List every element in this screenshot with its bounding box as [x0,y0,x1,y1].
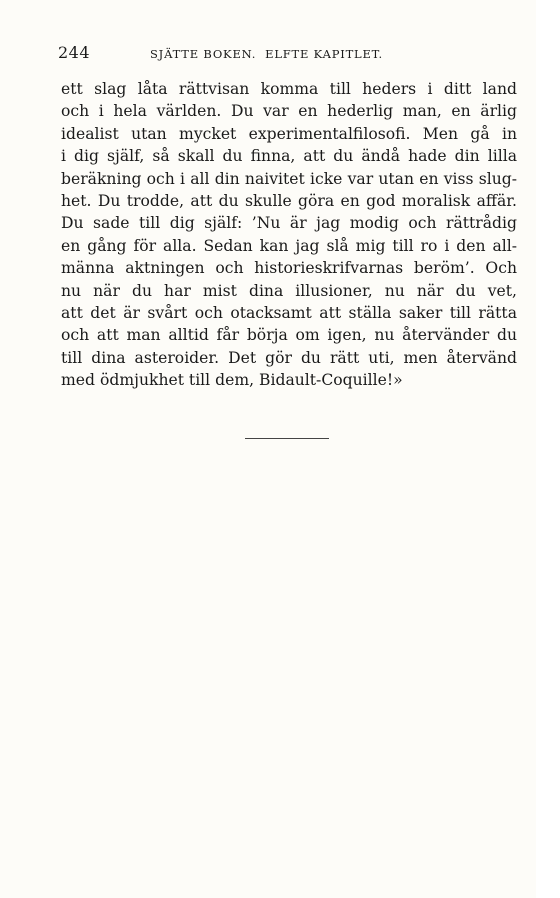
text-line-last: med ödmjukhet till dem, Bidault-Coquille!» [61,371,403,390]
text-line: ett slag låta rättvisan komma till heders i ditt land [61,80,517,98]
text-line: och i hela världen. Du var en hederlig man, en ärlig [61,102,517,121]
text-line: männa aktningen och historieskrifvarnas beröm’. Och [61,259,517,278]
page-margin [536,0,560,898]
text-line: att det är svårt och otacksamt att ställa saker till rätta [61,303,517,322]
text-line: idealist utan mycket experimentalfilosofi. Men gå in [61,124,517,143]
text-line: nu när du har mist dina illusioner, nu när du vet, [61,281,517,300]
running-head: SJÄTTE BOKEN. ELFTE KAPITLET. [150,47,383,61]
text-line: het. Du trodde, att du skulle göra en god moralisk affär. [61,191,517,210]
body-text [61,78,517,391]
section-end-rule [245,438,329,439]
page-header [58,43,518,67]
text-line: beräkning och i all din naivitet icke var utan en viss slug- [61,169,517,188]
text-line: en gång för alla. Sedan kan jag slå mig till ro i den all- [61,236,517,255]
text-line: i dig själf, så skall du finna, att du ändå hade din lilla [61,147,517,166]
text-line: till dina asteroider. Det gör du rätt uti, men återvänd [61,348,517,367]
text-line: Du sade till dig själf: ’Nu är jag modig och rättrådig [61,214,517,233]
text-line: och att man alltid får börja om igen, nu återvänder du [61,326,517,345]
page-number: 244 [58,43,91,62]
